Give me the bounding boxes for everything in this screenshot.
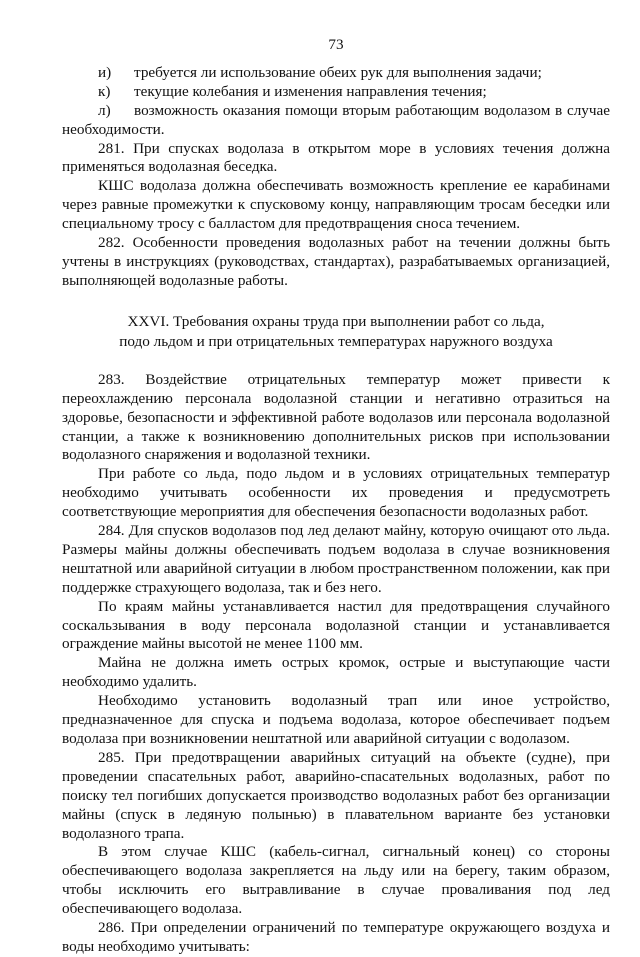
paragraph-282: 282. Особенности проведения водолазных работ на течении должны быть учтены в инструкциях (руководствах, стандартах), разрабатываемых организацией, выполняющей водолазные работы. [62,234,610,289]
list-item-k [62,83,610,102]
list-item-text: возможность оказания помощи вторым работающим водолазом в случае необходимости. [62,101,610,138]
paragraph-281: 281. При спусках водолаза в открытом море в условиях течения должна применяться водолазная беседка. [62,139,610,176]
list-item-text: текущие колебания и изменения направления течения; [134,82,487,100]
document-page [62,36,610,957]
paragraph-kshs-carabiners: КШС водолаза должна обеспечивать возможность крепление ее карабинами через равные промежутки к спусковому концу, направляющим тросам беседки или специальному тросу с балластом для предотвращения сноса течением. [62,177,610,233]
list-item-text: требуется ли использование обеих рук для выполнения задачи; [134,63,542,81]
paragraph-maina-decking: По краям майны устанавливается настил для предотвращения случайного соскальзывания в воду персонала водолазной станции и устанавливается ограждение майны высотой не менее 1100 мм. [62,597,610,653]
section-title-line-2: подо льдом и при отрицательных температурах наружного воздуха [119,332,553,350]
paragraph-285: 285. При предотвращении аварийных ситуаций на объекте (судне), при проведении спасательных работ, аварийно-спасательных водолазных, работ по поиску тел погибших допускается производство водолазных работ без организации майны (спуск в ледяную полынью) в плавательном варианте без установки водолазного трапа. [62,748,610,842]
paragraph-ice-work-measures: При работе со льда, подо льдом и в условиях отрицательных температур необходимо учитывать особенности их проведения и предусмотреть соответствующие мероприятия для обеспечения безопасности водолазных работ. [62,465,610,521]
list-marker: к) [98,82,111,100]
paragraph-kshs-fastening: В этом случае КШС (кабель-сигнал, сигнальный конец) со стороны обеспечивающего водолаза закрепляется на льду или на берегу, таким образом, чтобы исключить его вытравливание в случае проваливания под лед обеспечивающего водолаза. [62,843,610,918]
page-number: 73 [328,36,344,53]
section-title [62,312,610,352]
list-marker: и) [98,63,112,81]
paragraph-diving-ladder: Необходимо установить водолазный трап или иное устройство, предназначенное для спуска и подъема водолаза, которое обеспечивает подъем водолаза при возникновении нештатной или аварийной ситуации с водолазом. [62,692,610,747]
paragraph-286: 286. При определении ограничений по температуре окружающего воздуха и воды необходимо учитывать: [62,919,610,955]
paragraph-284: 284. Для спусков водолазов под лед делают майну, которую очищают ото льда. Размеры майны должны обеспечивать подъем водолаза в случае возникновения нештатной или аварийной ситуации в любом пространственном положении, как при поддержке страхующего водолаза, так и без него. [62,522,610,596]
list-item-l [62,102,610,140]
section-title-line-1: XXVI. Требования охраны труда при выполнении работ со льда, [127,312,545,330]
paragraph-283: 283. Воздействие отрицательных температур может привести к переохлаждению персонала водолазной станции и негативно отразиться на здоровье, безопасности и эффективной работе водолазов или персонала водолазной станции, а также к возникновению дополнительных рисков при использовании водолазного снаряжения и водолазной техники. [62,370,610,464]
list-marker: л) [98,101,111,119]
paragraph-maina-edges: Майна не должна иметь острых кромок, острые и выступающие части необходимо удалить. [62,654,610,691]
list-item-i [62,64,610,83]
